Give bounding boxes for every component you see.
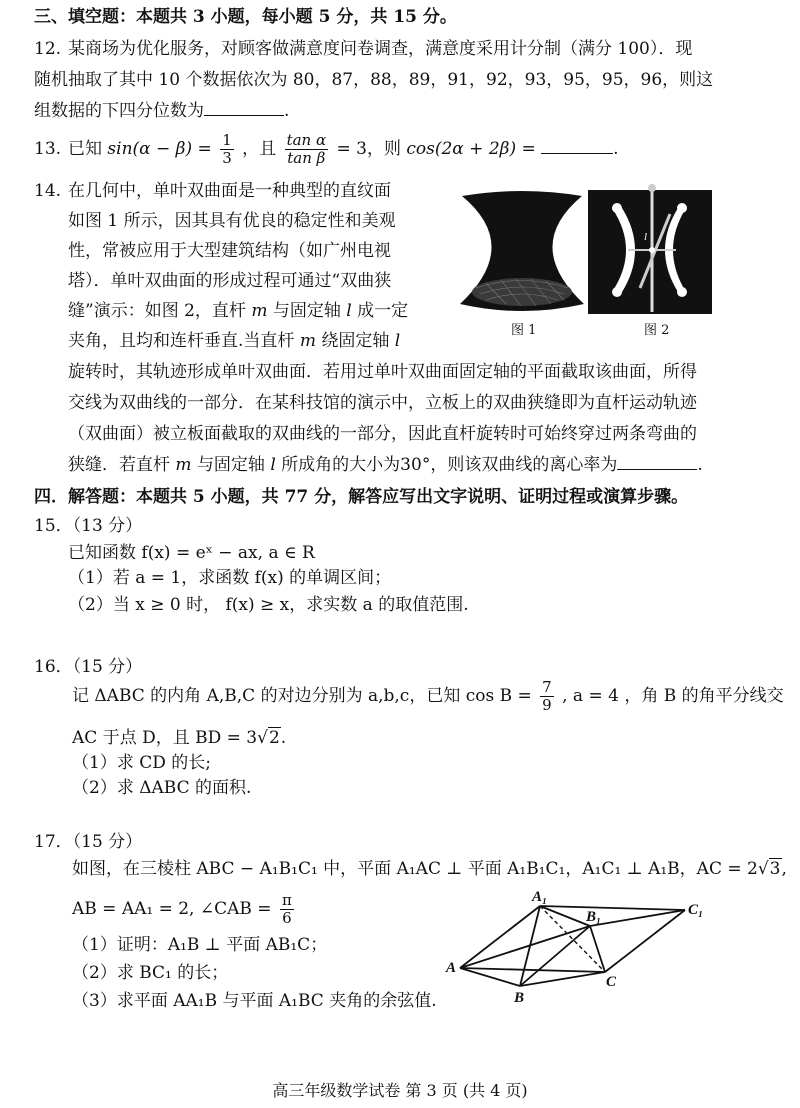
section-3-heading: 三、填空题：本题共 3 小题，每小题 5 分，共 15 分。 [34,7,457,27]
q14-line-6: 夹角，且均和连杆垂直.当直杆 m 绕固定轴 l [68,331,401,351]
triangular-prism-figure [440,888,720,1008]
label-C: C [606,974,617,990]
q17-part-2: （2）求 BC₁ 的长； [72,963,229,983]
q14-line-1: 14. 在几何中，单叶双曲面是一种典型的直纹面 [34,181,391,201]
q13-answer-blank[interactable] [541,139,613,154]
q13-frac-2: $\frac{\text{tan α}}{\text{tan β}}$ [286,131,327,167]
q17-line-2: AB = AA₁ = 2, ∠CAB = $\frac{\pi}{6}$ [72,891,292,927]
hyperbolic-slot-figure [588,184,712,314]
fig2-axis-label: l [644,231,648,243]
q12-line-1: 12. 某商场为优化服务，对顾客做满意度问卷调查，满意度采用计分制（满分 100）．现 [34,39,693,59]
q16-line-2: AC 于点 D，且 BD = 3√2. [72,728,287,748]
q12-line-3: 组数据的下四分位数为 . [34,101,290,121]
q14-line-4: 塔）．单叶双曲面的形成过程可通过“双曲狭 [68,271,392,291]
q14-line-9: （双曲面）被立板面截取的双曲线的一部分，因此直杆旋转时可始终穿过两条弯曲的 [68,424,697,444]
label-B: B [514,990,525,1006]
label-C1: C₁ [688,902,704,918]
q14-number: 14. [34,181,62,201]
q13-expr-1: sin(α − β) = [107,139,212,159]
q14-line-7: 旋转时，其轨迹形成单叶双曲面．若用过单叶双曲面固定轴的平面截取该曲面，所得 [68,362,697,382]
q12-answer-blank[interactable] [204,101,284,116]
q17-part-3: （3）求平面 AA₁B 与平面 A₁BC 夹角的余弦值. [72,991,437,1011]
q16-header: 16．（15 分） [34,657,143,677]
q13-line: 13. 已知 sin(α − β) = $\frac{1}{3}$ ，且 $\frac{\text{tan α}}{\text{tan β}}$ = 3，则 cos(2α + 2β) = . [34,131,619,167]
q14-line-10: 狭缝．若直杆 m 与固定轴 l 所成角的大小为30°，则该双曲线的离心率为 . [68,455,703,475]
q16-frac: $\frac{7}{9}$ [542,678,552,714]
page-footer: 高三年级数学试卷 第 3 页 (共 4 页) [272,1081,528,1100]
q16-given: 记 ΔABC 的内角 A,B,C 的对边分别为 a,b,c，已知 cos B = $\frac{7}{9}$ , a = 4 ，角 B 的角平分线交 [72,678,784,714]
q13-number: 13. [34,139,62,159]
q12-number: 12. [34,39,62,59]
q15-header: 15．（13 分） [34,516,143,536]
figure-1-caption: 图 1 [511,323,537,338]
label-A: A [446,960,457,976]
q16-part-1: （1）求 CD 的长; [72,753,211,773]
figure-2-caption: 图 2 [644,323,670,338]
q17-frac: $\frac{\pi}{6}$ [281,891,292,927]
hyperboloid-figure [456,188,588,312]
q14-line-2: 如图 1 所示，因其具有优良的稳定性和美观 [68,211,396,231]
q17-header: 17．（15 分） [34,832,143,852]
q17-line-1: 如图，在三棱柱 ABC − A₁B₁C₁ 中，平面 A₁AC ⊥ 平面 A₁B₁C₁，A₁C₁ ⊥ A₁B，AC = 2√3, [72,859,787,879]
q14-answer-blank[interactable] [617,455,697,470]
q15-part-1: （1）若 a = 1，求函数 f(x) 的单调区间； [68,568,392,588]
q14-line-8: 交线为双曲线的一部分．在某科技馆的演示中，立板上的双曲狭缝即为直杆运动轨迹 [68,393,697,413]
q16-part-2: （2）求 ΔABC 的面积. [72,778,252,798]
q12-line-2: 随机抽取了其中 10 个数据依次为 80，87，88，89，91，92，93，95，95，96，则这 [34,70,714,90]
label-B1: B₁ [586,909,602,925]
q13-expr-2: cos(2α + 2β) = [406,139,536,159]
q14-line-3: 性，常被应用于大型建筑结构（如广州电视 [68,241,391,261]
q14-line-5: 缝”演示：如图 2，直杆 m 与固定轴 l 成一定 [68,301,409,321]
q15-part-2: （2）当 x ≥ 0 时， f(x) ≥ x，求实数 a 的取值范围. [68,595,469,615]
label-A1: A₁ [532,889,548,905]
q13-frac-1: $\frac{1}{3}$ [222,131,232,167]
q15-given: 已知函数 f(x) = eˣ − ax, a ∈ R [68,543,315,563]
q17-part-1: （1）证明：A₁B ⊥ 平面 AB₁C； [72,935,328,955]
section-4-heading: 四．解答题：本题共 5 小题，共 77 分，解答应写出文字说明、证明过程或演算步骤。 [34,487,689,507]
